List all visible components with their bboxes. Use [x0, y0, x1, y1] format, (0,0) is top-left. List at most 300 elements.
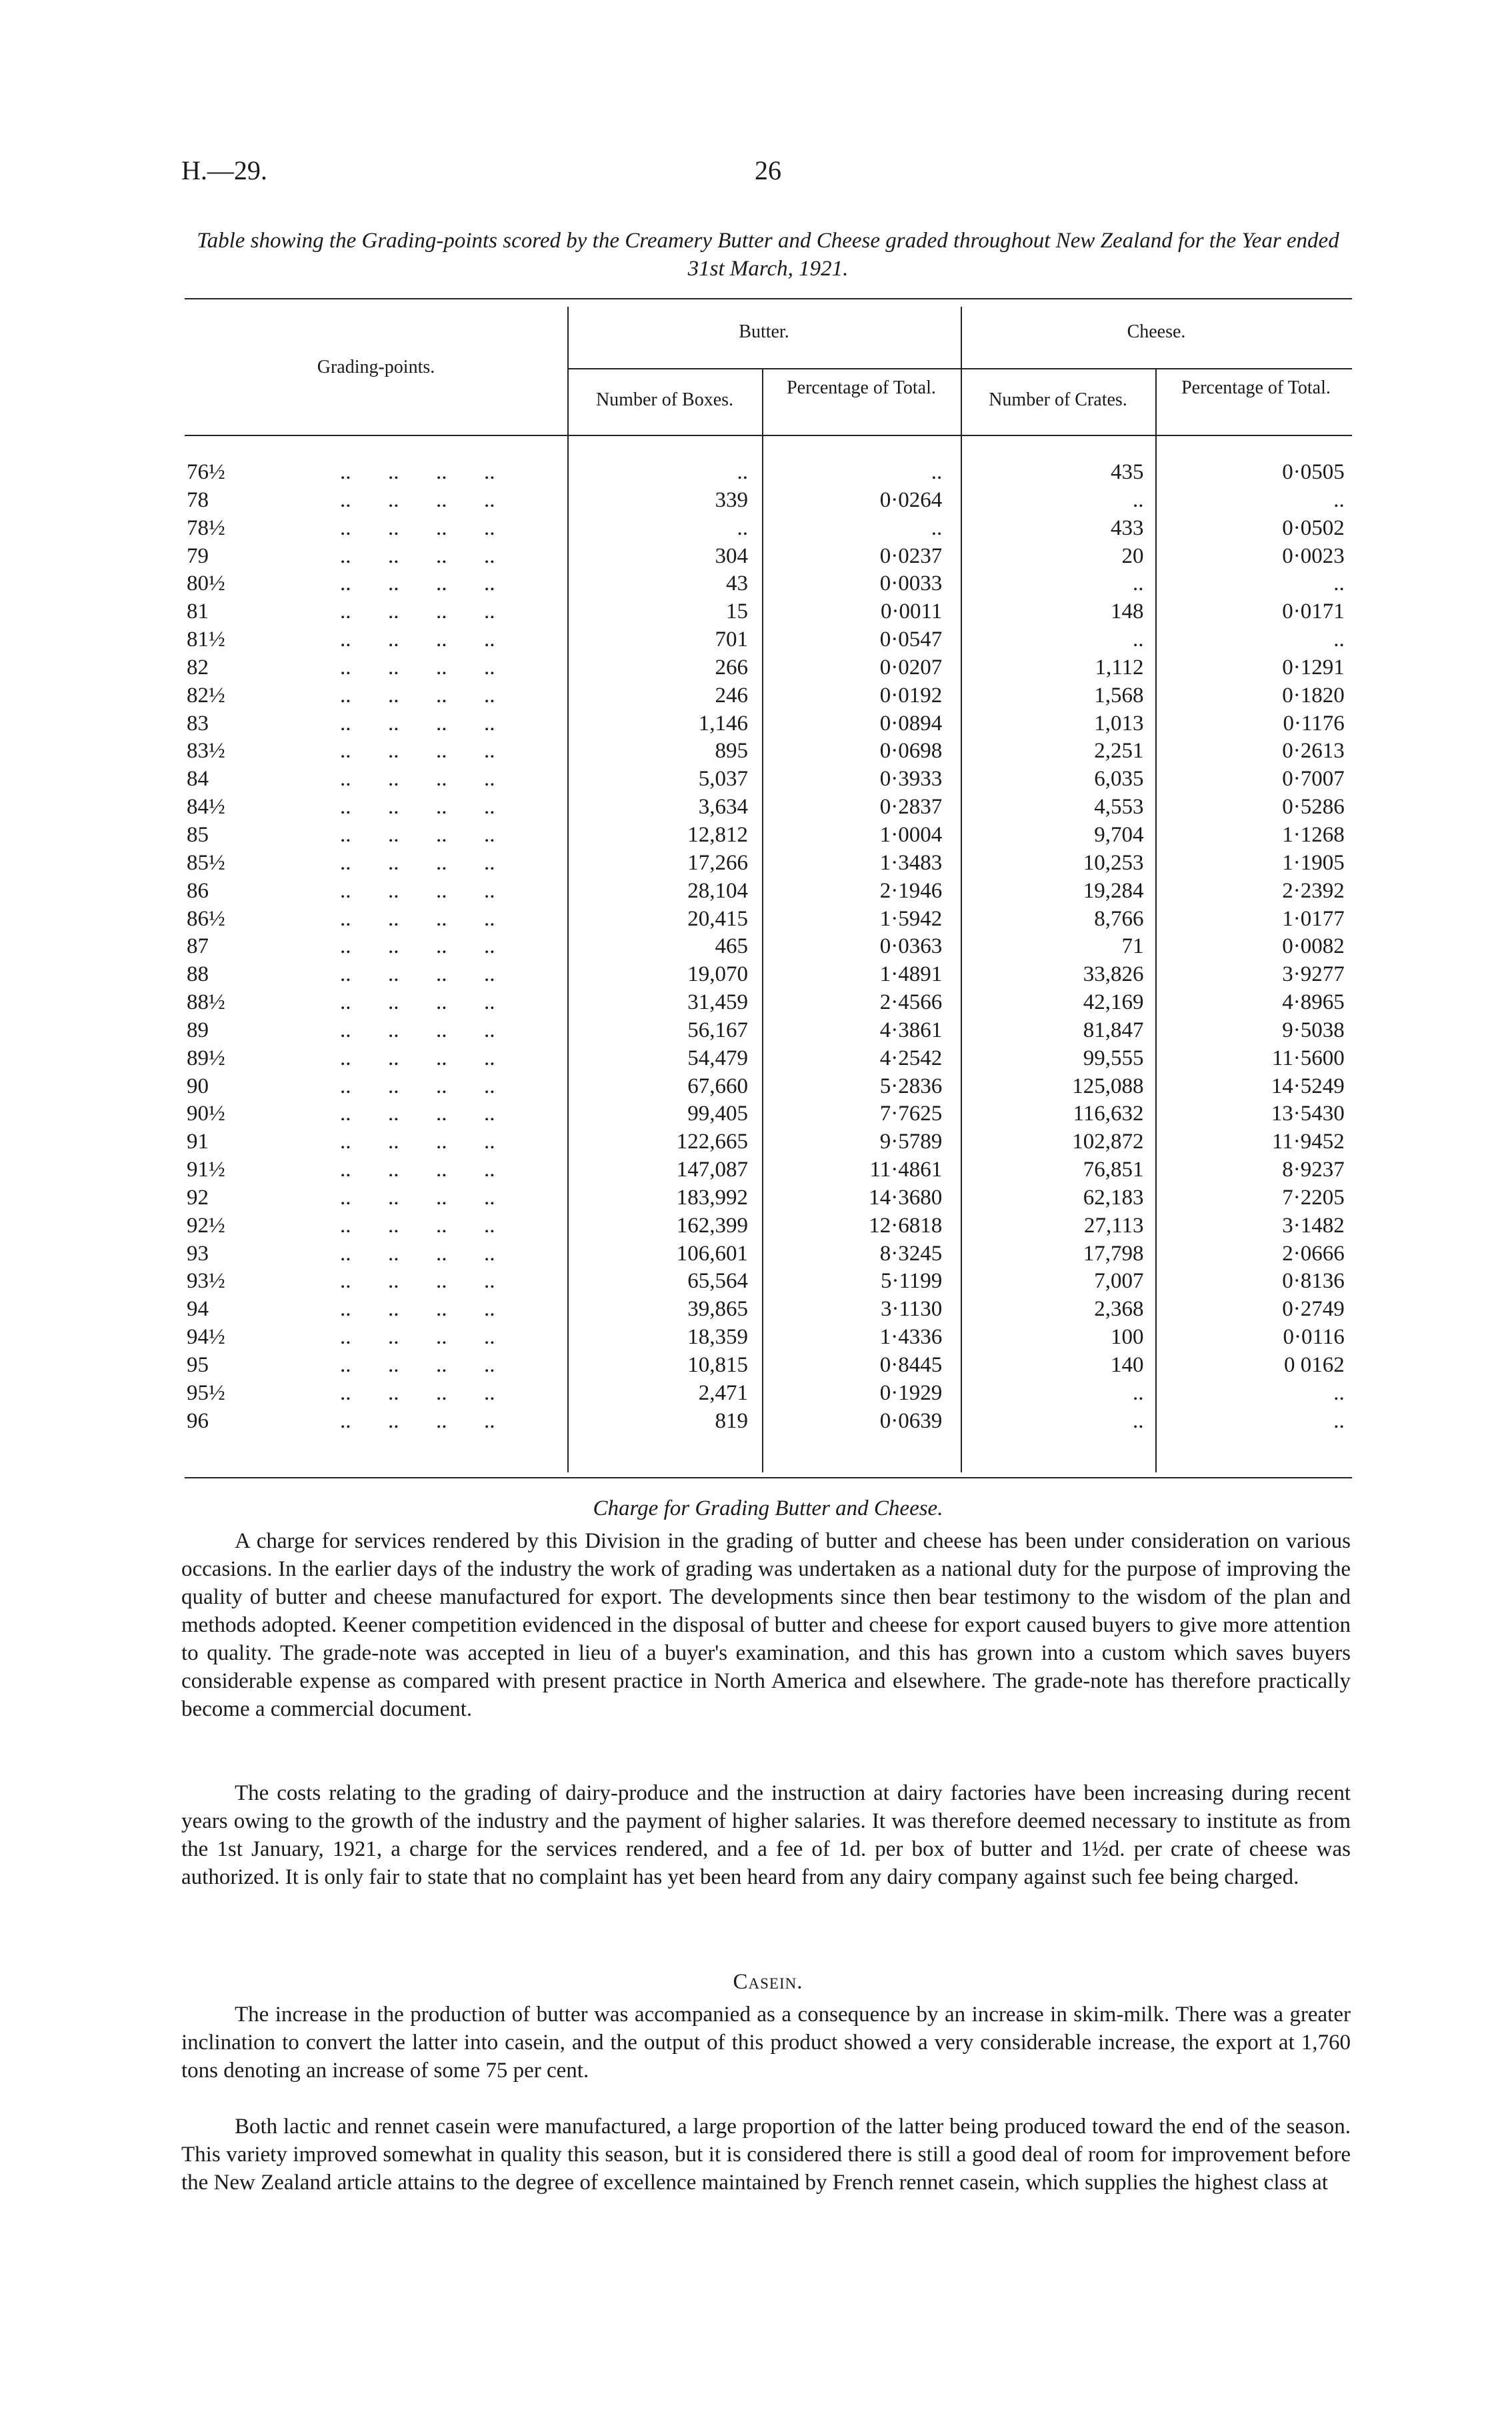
butter-pct-cell-value: 12·6818 [869, 1213, 943, 1238]
butter-boxes-cell [551, 515, 755, 543]
butter-pct-cell [755, 1408, 955, 1436]
leader-dots [321, 654, 551, 682]
leader-dot: .. [435, 1353, 447, 1377]
leader-dots [321, 906, 551, 934]
butter-boxes-cell-value: 122,665 [676, 1130, 748, 1154]
butter-boxes-cell-value: 18,359 [687, 1325, 748, 1350]
cheese-crates-cell-value: 1,568 [1094, 683, 1144, 708]
butter-pct-cell-value: 8·3245 [879, 1241, 943, 1266]
grading-point-cell: 83½ [187, 739, 225, 764]
leader-dots [321, 822, 551, 850]
leader-dot: .. [435, 543, 447, 568]
butter-boxes-cell-value: 106,601 [676, 1241, 748, 1266]
leader-dot: .. [387, 1408, 399, 1433]
cheese-pct-cell [1154, 1100, 1352, 1128]
cheese-crates-cell-value: .. [1133, 487, 1144, 512]
cheese-pct-cell-value: 0·8136 [1282, 1269, 1345, 1294]
leader-dot: .. [339, 1353, 351, 1377]
butter-boxes-cell-value: 43 [725, 571, 748, 596]
leader-dot: .. [435, 487, 447, 512]
butter-pct-cell-value: 0·0011 [881, 599, 943, 624]
leader-dot: .. [435, 1158, 447, 1182]
cheese-crates-cell-value: 102,872 [1072, 1130, 1144, 1154]
leader-dot: .. [435, 1102, 447, 1126]
page-number: 26 [755, 155, 781, 185]
leader-dot: .. [387, 767, 399, 792]
cheese-crates-cell-value: 33,826 [1083, 962, 1144, 987]
cheese-crates-cell-value: 8,766 [1094, 906, 1144, 931]
table-row [185, 1324, 1352, 1352]
butter-pct-cell [755, 1017, 955, 1045]
butter-boxes-header: Number of Boxes. [595, 389, 734, 410]
leader-dot: .. [387, 1158, 399, 1182]
table-row [185, 1017, 1352, 1045]
butter-boxes-cell-value: 28,104 [687, 878, 748, 903]
leader-dot: .. [483, 906, 495, 931]
cheese-pct-cell-value: 0·1176 [1283, 711, 1345, 736]
cheese-pct-cell-value: 0·0023 [1282, 543, 1345, 568]
butter-boxes-cell [551, 543, 755, 571]
cheese-pct-cell-value: .. [1333, 628, 1345, 652]
leader-dot: .. [483, 962, 495, 987]
leader-dot: .. [435, 1241, 447, 1266]
cheese-crates-cell-value: 2,368 [1094, 1297, 1144, 1322]
leader-dot: .. [435, 767, 447, 792]
page-header [181, 155, 1355, 195]
leader-dot: .. [483, 1241, 495, 1266]
cheese-pct-cell [1154, 570, 1352, 598]
cheese-pct-cell [1154, 710, 1352, 738]
leader-dot: .. [339, 1380, 351, 1405]
leader-dot: .. [387, 878, 399, 903]
cheese-crates-cell-value: 4,553 [1094, 795, 1144, 820]
cheese-pct-cell-value: 0·5286 [1282, 795, 1345, 820]
table-bottom-rule [185, 1477, 1352, 1478]
butter-pct-cell-value: 4·2542 [879, 1046, 943, 1070]
cheese-pct-cell-value: 0·0082 [1282, 934, 1345, 959]
charge-section-title: Charge for Grading Butter and Cheese. [593, 1496, 943, 1520]
cheese-crates-cell [955, 1073, 1154, 1101]
cheese-pct-cell [1154, 626, 1352, 654]
table-row [185, 1045, 1352, 1073]
butter-boxes-cell [551, 654, 755, 682]
butter-boxes-cell-value: 10,815 [687, 1353, 748, 1377]
leader-dots [321, 459, 551, 487]
leader-dot: .. [339, 850, 351, 875]
leader-dot: .. [483, 711, 495, 736]
leader-dot: .. [387, 1213, 399, 1238]
leader-dot: .. [435, 1074, 447, 1098]
leader-dot: .. [435, 1130, 447, 1154]
butter-pct-cell-value: 0·0547 [879, 628, 943, 652]
butter-pct-cell [755, 906, 955, 934]
butter-pct-cell-value: 7·7625 [879, 1102, 943, 1126]
butter-pct-cell-value: 1·4891 [879, 962, 943, 987]
leader-dot: .. [387, 1130, 399, 1154]
casein-paragraph-2: Both lactic and rennet casein were manufactured, a large proportion of the latter being produced toward the end of the season. This variety improved somewhat in quality this season, but it is considered there is still a good deal of room for improvement before the New Zealand article attains to the degree of excellence maintained by French rennet casein, which supplies the highest class at [181, 2115, 1351, 2195]
leader-dot: .. [435, 850, 447, 875]
butter-boxes-cell-value: 266 [715, 655, 748, 680]
cheese-crates-cell [955, 878, 1154, 906]
cheese-pct-cell [1154, 1128, 1352, 1156]
leader-dot: .. [339, 822, 351, 847]
cheese-pct-cell [1154, 543, 1352, 571]
butter-boxes-cell [551, 1240, 755, 1268]
butter-pct-cell-value: 14·3680 [869, 1185, 943, 1210]
leader-dot: .. [387, 934, 399, 959]
table-row [185, 1128, 1352, 1156]
leader-dot: .. [387, 460, 399, 484]
stub-header: Grading-points. [317, 357, 435, 377]
butter-boxes-cell-value: 31,459 [687, 990, 748, 1015]
cheese-crates-cell-value: 1,013 [1094, 711, 1144, 736]
leader-dot: .. [339, 1325, 351, 1350]
leader-dot: .. [339, 628, 351, 652]
cheese-crates-cell-value: 1,112 [1095, 655, 1144, 680]
leader-dot: .. [339, 1297, 351, 1322]
leader-dot: .. [339, 487, 351, 512]
leader-dots [321, 1268, 551, 1296]
grading-point-cell: 90½ [187, 1102, 225, 1126]
grading-point-cell: 83 [187, 711, 209, 736]
table-header-bottom-rule [185, 435, 1352, 436]
table-row [185, 878, 1352, 906]
butter-pct-cell [755, 598, 955, 626]
leader-dots [321, 1156, 551, 1184]
grading-point-cell: 80½ [187, 571, 225, 596]
table-row [185, 1184, 1352, 1212]
butter-boxes-cell [551, 570, 755, 598]
butter-pct-cell-value: 11·4861 [869, 1158, 943, 1182]
butter-boxes-cell [551, 598, 755, 626]
grading-point-cell: 88½ [187, 990, 225, 1015]
leader-dots [321, 1324, 551, 1352]
butter-boxes-cell [551, 1156, 755, 1184]
leader-dots [321, 515, 551, 543]
leader-dots [321, 1073, 551, 1101]
leader-dot: .. [483, 1325, 495, 1350]
butter-boxes-cell-value: 3,634 [698, 795, 748, 820]
butter-pct-cell [755, 1268, 955, 1296]
butter-boxes-cell-value: 701 [715, 628, 748, 652]
cheese-crates-cell-value: 140 [1111, 1353, 1144, 1377]
leader-dot: .. [435, 1408, 447, 1433]
cheese-crates-cell [955, 1296, 1154, 1324]
leader-dot: .. [339, 683, 351, 708]
cheese-crates-cell-value: 100 [1111, 1325, 1144, 1350]
grading-point-cell: 91½ [187, 1158, 225, 1182]
butter-boxes-cell-value: 246 [715, 683, 748, 708]
cheese-crates-cell-value: 20 [1121, 543, 1144, 568]
leader-dot: .. [483, 683, 495, 708]
leader-dot: .. [483, 1130, 495, 1154]
butter-boxes-cell-value: 17,266 [687, 850, 748, 875]
grading-points-table [185, 459, 1352, 1436]
butter-boxes-cell-value: 465 [715, 934, 748, 959]
leader-dots [321, 1240, 551, 1268]
cheese-pct-cell-value: 1·1905 [1282, 850, 1345, 875]
table-row [185, 682, 1352, 710]
table-row [185, 570, 1352, 598]
grading-point-cell: 81 [187, 599, 209, 624]
cheese-pct-cell [1154, 906, 1352, 934]
cheese-pct-cell-value: 0 0162 [1283, 1353, 1345, 1377]
table-row [185, 626, 1352, 654]
butter-pct-cell-value: 4·3861 [879, 1018, 943, 1042]
table-row [185, 1268, 1352, 1296]
casein-section-title: Casein. [733, 1970, 803, 1994]
cheese-pct-cell [1154, 794, 1352, 822]
cheese-crates-cell-value: 42,169 [1083, 990, 1144, 1015]
grading-point-cell: 89 [187, 1018, 209, 1042]
grading-point-cell: 94 [187, 1297, 209, 1322]
cheese-crates-cell-value: .. [1133, 1380, 1144, 1405]
butter-pct-cell-value: .. [931, 460, 943, 484]
table-row [185, 1296, 1352, 1324]
table-row [185, 822, 1352, 850]
butter-pct-cell-value: 3·1130 [881, 1297, 943, 1322]
leader-dot: .. [435, 1380, 447, 1405]
leader-dot: .. [483, 599, 495, 624]
butter-boxes-cell-value: 15 [725, 599, 748, 624]
cheese-pct-cell [1154, 598, 1352, 626]
cheese-crates-cell-value: 9,704 [1094, 822, 1144, 847]
grading-point-cell: 95 [187, 1353, 209, 1377]
leader-dot: .. [483, 1213, 495, 1238]
leader-dot: .. [387, 906, 399, 931]
cheese-pct-cell [1154, 1240, 1352, 1268]
butter-boxes-cell [551, 1268, 755, 1296]
butter-boxes-cell [551, 487, 755, 515]
butter-pct-cell-value: 1·5942 [879, 906, 943, 931]
cheese-crates-cell-value: 71 [1121, 934, 1144, 959]
leader-dot: .. [339, 1269, 351, 1294]
butter-pct-cell-value: 1·3483 [879, 850, 943, 875]
butter-boxes-cell-value: 12,812 [687, 822, 748, 847]
leader-dot: .. [387, 1074, 399, 1098]
cheese-pct-cell-value: .. [1333, 571, 1345, 596]
cheese-crates-cell [955, 1240, 1154, 1268]
butter-boxes-cell-value: 183,992 [676, 1185, 748, 1210]
butter-boxes-cell-value: 339 [715, 487, 748, 512]
table-row [185, 543, 1352, 571]
cheese-crates-cell-value: 62,183 [1083, 1185, 1144, 1210]
cheese-crates-cell [955, 822, 1154, 850]
leader-dot: .. [339, 1241, 351, 1266]
butter-boxes-cell [551, 766, 755, 794]
leader-dot: .. [435, 515, 447, 540]
grading-point-cell: 84½ [187, 795, 225, 820]
cheese-pct-cell-value: 0·0502 [1282, 515, 1345, 540]
leader-dot: .. [483, 850, 495, 875]
butter-pct-cell [755, 1184, 955, 1212]
leader-dot: .. [339, 1130, 351, 1154]
butter-pct-cell [755, 766, 955, 794]
butter-boxes-cell-value: 5,037 [698, 767, 748, 792]
cheese-crates-cell-value: 76,851 [1083, 1158, 1144, 1182]
cheese-group-header: Cheese. [1127, 321, 1186, 342]
leader-dot: .. [387, 1102, 399, 1126]
butter-pct-cell [755, 459, 955, 487]
grading-point-cell: 85 [187, 822, 209, 847]
leader-dot: .. [483, 1297, 495, 1322]
leader-dot: .. [483, 571, 495, 596]
grading-point-cell: 93 [187, 1241, 209, 1266]
butter-pct-cell-value: 5·2836 [879, 1074, 943, 1098]
cheese-crates-cell [955, 570, 1154, 598]
leader-dots [321, 1408, 551, 1436]
leader-dot: .. [387, 655, 399, 680]
butter-boxes-cell [551, 710, 755, 738]
cheese-crates-cell-value: 148 [1111, 599, 1144, 624]
cheese-pct-cell [1154, 1045, 1352, 1073]
cheese-crates-cell [955, 1156, 1154, 1184]
leader-dot: .. [339, 1408, 351, 1433]
butter-boxes-cell [551, 906, 755, 934]
butter-boxes-cell [551, 1380, 755, 1408]
table-row [185, 1408, 1352, 1436]
butter-boxes-cell [551, 1352, 755, 1380]
leader-dot: .. [339, 1102, 351, 1126]
leader-dot: .. [339, 1158, 351, 1182]
butter-pct-cell [755, 1045, 955, 1073]
cheese-pct-cell [1154, 850, 1352, 878]
butter-boxes-cell [551, 822, 755, 850]
leader-dot: .. [483, 460, 495, 484]
butter-pct-cell [755, 1100, 955, 1128]
cheese-pct-cell [1154, 487, 1352, 515]
leader-dots [321, 1128, 551, 1156]
leader-dot: .. [435, 906, 447, 931]
butter-pct-cell [755, 570, 955, 598]
leader-dot: .. [483, 1408, 495, 1433]
cheese-crates-cell [955, 710, 1154, 738]
cheese-pct-cell-value: 11·9452 [1271, 1130, 1345, 1154]
grading-point-cell: 82 [187, 655, 209, 680]
leader-dot: .. [435, 655, 447, 680]
leader-dot: .. [387, 1241, 399, 1266]
leader-dot: .. [387, 962, 399, 987]
cheese-crates-cell [955, 1017, 1154, 1045]
grading-point-cell: 89½ [187, 1046, 225, 1070]
leader-dots [321, 878, 551, 906]
cheese-crates-cell-value: 17,798 [1083, 1241, 1144, 1266]
cheese-pct-cell [1154, 1212, 1352, 1240]
cheese-crates-cell [955, 989, 1154, 1017]
cheese-pct-cell-value: .. [1333, 1408, 1345, 1433]
butter-boxes-cell-value: 19,070 [687, 962, 748, 987]
leader-dot: .. [435, 1325, 447, 1350]
grading-point-cell: 76½ [187, 460, 225, 484]
cheese-crates-cell-value: 19,284 [1083, 878, 1144, 903]
leader-dot: .. [387, 487, 399, 512]
table-row [185, 710, 1352, 738]
cheese-pct-cell [1154, 1408, 1352, 1436]
leader-dot: .. [435, 822, 447, 847]
grading-point-cell: 84 [187, 767, 209, 792]
leader-dot: .. [483, 1158, 495, 1182]
butter-boxes-cell [551, 961, 755, 989]
cheese-crates-cell [955, 515, 1154, 543]
leader-dot: .. [483, 628, 495, 652]
butter-pct-cell [755, 487, 955, 515]
cheese-pct-cell-value: 2·2392 [1282, 878, 1345, 903]
leader-dot: .. [387, 1353, 399, 1377]
cheese-crates-cell-value: 10,253 [1083, 850, 1144, 875]
leader-dot: .. [435, 990, 447, 1015]
leader-dot: .. [387, 1018, 399, 1042]
table-row [185, 1156, 1352, 1184]
cheese-crates-cell [955, 1324, 1154, 1352]
butter-boxes-cell [551, 1128, 755, 1156]
butter-boxes-cell-value: 99,405 [687, 1102, 748, 1126]
table-row [185, 654, 1352, 682]
butter-pct-cell-value: 9·5789 [879, 1130, 943, 1154]
charge-paragraph-1: A charge for services rendered by this Division in the grading of butter and cheese has been under consideration on various occasions. In the earlier days of the industry the work of grading was undertaken as a national duty for the purpose of improving the quality of butter and cheese manufactured for export. The developments since then bear testimony to the wisdom of the plan and methods adopted. Keener competition evidenced in the disposal of butter and cheese for export caused buyers to give more attention to quality. The grade-note was accepted in lieu of a buyer's examination, and this has grown into a custom which saves buyers considerable expense as compared with present practice in North America and elsewhere. The grade-note has therefore practically become a commercial document. [181, 1529, 1351, 1721]
cheese-pct-cell [1154, 1380, 1352, 1408]
leader-dots [321, 738, 551, 766]
leader-dot: .. [435, 878, 447, 903]
butter-pct-cell [755, 1073, 955, 1101]
leader-dots [321, 989, 551, 1017]
cheese-crates-cell-value: .. [1133, 1408, 1144, 1433]
butter-boxes-cell [551, 1184, 755, 1212]
leader-dot: .. [339, 795, 351, 820]
butter-boxes-cell [551, 794, 755, 822]
leader-dot: .. [339, 906, 351, 931]
leader-dots [321, 626, 551, 654]
leader-dot: .. [387, 795, 399, 820]
cheese-pct-cell [1154, 1268, 1352, 1296]
leader-dot: .. [483, 1185, 495, 1210]
group-header-rule [567, 368, 1352, 369]
cheese-pct-cell-value: 8·9237 [1282, 1158, 1345, 1182]
leader-dot: .. [435, 739, 447, 764]
cheese-pct-cell [1154, 961, 1352, 989]
table-row [185, 933, 1352, 961]
leader-dot: .. [483, 515, 495, 540]
cheese-crates-cell [955, 626, 1154, 654]
butter-pct-cell-value: 0·1929 [879, 1380, 943, 1405]
leader-dots [321, 570, 551, 598]
leader-dot: .. [387, 711, 399, 736]
casein-paragraph-1: The increase in the production of butter was accompanied as a consequence by an increase in skim-milk. There was a greater inclination to convert the latter into casein, and the output of this product showed a very considerable increase, the export at 1,760 tons denoting an increase of some 75 per cent. [181, 2003, 1351, 2083]
butter-pct-cell-value: 0·0363 [879, 934, 943, 959]
butter-boxes-cell [551, 626, 755, 654]
leader-dot: .. [339, 1046, 351, 1070]
leader-dot: .. [387, 571, 399, 596]
butter-pct-cell-value: 0·0698 [879, 739, 943, 764]
butter-boxes-cell-value: 304 [715, 543, 748, 568]
butter-boxes-cell-value: 56,167 [687, 1018, 748, 1042]
butter-boxes-cell [551, 1017, 755, 1045]
cheese-crates-cell [955, 1268, 1154, 1296]
cheese-pct-cell [1154, 1073, 1352, 1101]
grading-point-cell: 95½ [187, 1380, 225, 1405]
leader-dot: .. [387, 1269, 399, 1294]
cheese-pct-cell-value: 7·2205 [1282, 1185, 1345, 1210]
cheese-pct-cell [1154, 459, 1352, 487]
leader-dot: .. [435, 711, 447, 736]
cheese-pct-cell-value: 11·5600 [1271, 1046, 1345, 1070]
leader-dot: .. [339, 711, 351, 736]
cheese-pct-cell-value: 0·1820 [1282, 683, 1345, 708]
cheese-crates-cell [955, 682, 1154, 710]
cheese-crates-cell-value: 433 [1111, 515, 1144, 540]
butter-pct-cell [755, 1212, 955, 1240]
leader-dot: .. [435, 934, 447, 959]
butter-pct-cell-value: 0·0894 [879, 711, 943, 736]
